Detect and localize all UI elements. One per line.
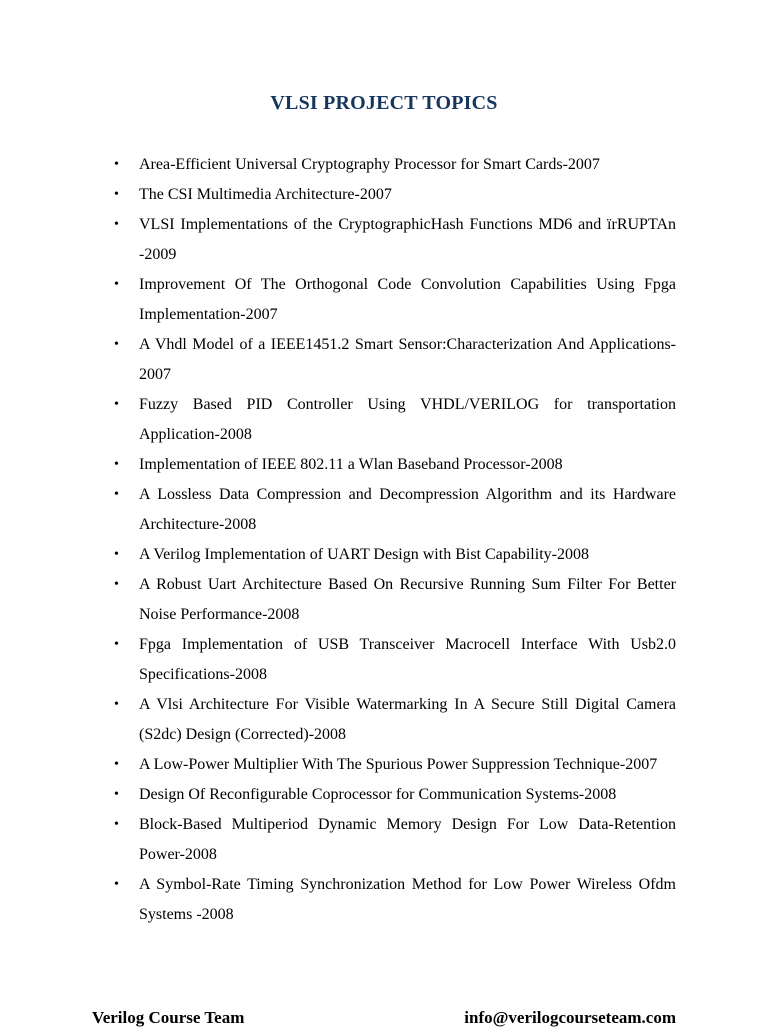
list-item: [112, 270, 676, 330]
list-item: [112, 390, 676, 450]
topic-text: VLSI Implementations of the CryptographicHash Functions MD6 and ïrRUPTAn -2009: [139, 216, 676, 263]
bullet-icon: •: [114, 757, 119, 772]
topic-text: A Vhdl Model of a IEEE1451.2 Smart Sensor:Characterization And Applications-2007: [139, 336, 676, 383]
bullet-icon: •: [114, 877, 119, 892]
list-item: [112, 690, 676, 750]
list-item: [112, 540, 676, 570]
list-item: [112, 810, 676, 870]
topic-list: [112, 150, 676, 930]
topic-text: A Verilog Implementation of UART Design with Bist Capability-2008: [139, 546, 589, 563]
page-footer: [92, 1008, 676, 1028]
bullet-icon: •: [114, 457, 119, 472]
list-item: [112, 150, 676, 180]
bullet-icon: •: [114, 157, 119, 172]
topic-text: A Vlsi Architecture For Visible Watermarking In A Secure Still Digital Camera (S2dc) Design (Corrected)-2008: [139, 696, 676, 743]
list-item: [112, 450, 676, 480]
topic-text: Area-Efficient Universal Cryptography Processor for Smart Cards-2007: [139, 156, 600, 173]
topic-text: A Symbol-Rate Timing Synchronization Method for Low Power Wireless Ofdm Systems -2008: [139, 876, 676, 923]
bullet-icon: •: [114, 577, 119, 592]
topic-text: A Low-Power Multiplier With The Spurious Power Suppression Technique-2007: [139, 756, 658, 773]
list-item: [112, 180, 676, 210]
topic-text: A Robust Uart Architecture Based On Recursive Running Sum Filter For Better Noise Performance-2008: [139, 576, 676, 623]
list-item: [112, 210, 676, 270]
bullet-icon: •: [114, 547, 119, 562]
list-item: [112, 750, 676, 780]
bullet-icon: •: [114, 397, 119, 412]
topic-text: Improvement Of The Orthogonal Code Convolution Capabilities Using Fpga Implementation-2007: [139, 276, 676, 323]
list-item: [112, 630, 676, 690]
bullet-icon: •: [114, 787, 119, 802]
topic-text: Fuzzy Based PID Controller Using VHDL/VERILOG for transportation Application-2008: [139, 396, 676, 443]
topic-text: A Lossless Data Compression and Decompression Algorithm and its Hardware Architecture-2008: [139, 486, 676, 533]
bullet-icon: •: [114, 487, 119, 502]
bullet-icon: •: [114, 277, 119, 292]
bullet-icon: •: [114, 697, 119, 712]
topic-text: Implementation of IEEE 802.11 a Wlan Baseband Processor-2008: [139, 456, 563, 473]
list-item: [112, 480, 676, 540]
bullet-icon: •: [114, 187, 119, 202]
topic-text: Fpga Implementation of USB Transceiver Macrocell Interface With Usb2.0 Specifications-2008: [139, 636, 676, 683]
list-item: [112, 870, 676, 930]
bullet-icon: •: [114, 217, 119, 232]
footer-email: info@verilogcourseteam.com: [464, 1008, 676, 1027]
topic-text: Design Of Reconfigurable Coprocessor for Communication Systems-2008: [139, 786, 617, 803]
footer-team-name: Verilog Course Team: [92, 1008, 245, 1027]
list-item: [112, 780, 676, 810]
bullet-icon: •: [114, 637, 119, 652]
list-item: [112, 330, 676, 390]
topic-text: Block-Based Multiperiod Dynamic Memory Design For Low Data-Retention Power-2008: [139, 816, 676, 863]
topic-text: The CSI Multimedia Architecture-2007: [139, 186, 392, 203]
bullet-icon: •: [114, 337, 119, 352]
list-item: [112, 570, 676, 630]
bullet-icon: •: [114, 817, 119, 832]
page-title: VLSI PROJECT TOPICS: [270, 92, 498, 114]
